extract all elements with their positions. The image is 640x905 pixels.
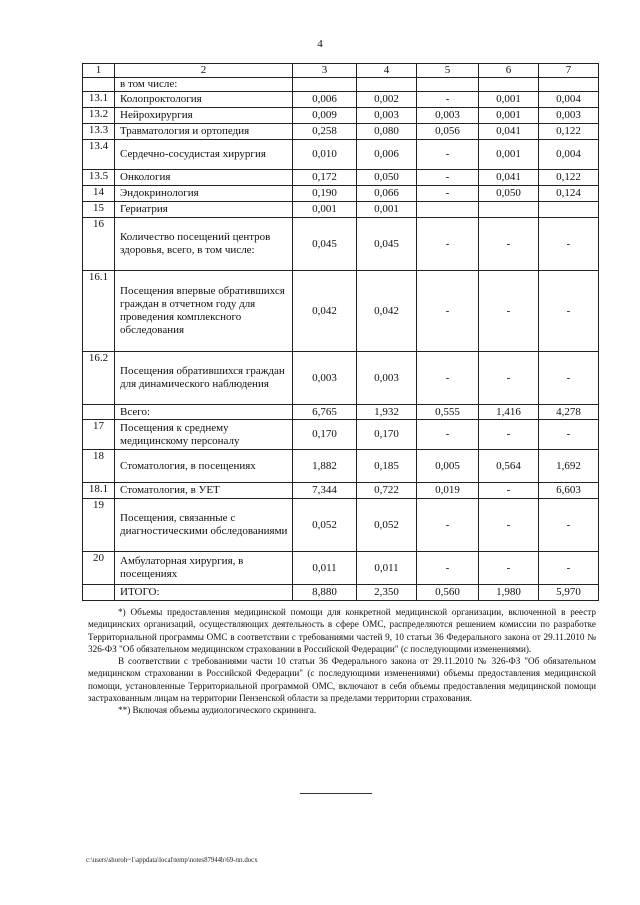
document-filepath: c:\users\shoroh~1\appdata\local\temp\notes87944b\69-пп.docx (86, 857, 258, 864)
row-label-cell: Травматология и ортопедия (115, 124, 293, 140)
value-cell (479, 78, 539, 92)
value-cell: 6,765 (293, 405, 357, 420)
value-cell: 0,122 (539, 170, 599, 186)
table-row (83, 405, 599, 420)
value-cell: - (479, 483, 539, 499)
value-cell: 0,124 (539, 186, 599, 202)
row-label-cell: Посещения впервые обратившихся граждан в отчетном году для проведения комплексного обследования (115, 271, 293, 352)
value-cell (539, 78, 599, 92)
value-cell: 0,056 (417, 124, 479, 140)
value-cell: 0,004 (539, 92, 599, 108)
value-cell: 6,603 (539, 483, 599, 499)
header-cell: 6 (479, 64, 539, 78)
page-number: 4 (317, 38, 323, 50)
value-cell: 4,278 (539, 405, 599, 420)
table-row (83, 352, 599, 405)
table-row (83, 124, 599, 140)
value-cell: - (417, 552, 479, 585)
value-cell (357, 78, 417, 92)
value-cell: 0,006 (293, 92, 357, 108)
value-cell: 0,050 (479, 186, 539, 202)
value-cell: 0,564 (479, 450, 539, 483)
value-cell: 1,882 (293, 450, 357, 483)
value-cell: - (539, 218, 599, 271)
value-cell: 5,970 (539, 585, 599, 601)
row-number-cell (83, 585, 115, 601)
value-cell (539, 202, 599, 218)
value-cell: - (539, 552, 599, 585)
row-label-cell: Количество посещений центров здоровья, всего, в том числе: (115, 218, 293, 271)
value-cell: - (417, 170, 479, 186)
value-cell: 0,003 (357, 352, 417, 405)
value-cell: - (417, 420, 479, 450)
row-number-cell: 13.2 (83, 108, 115, 124)
table-row (83, 499, 599, 552)
value-cell: 1,692 (539, 450, 599, 483)
value-cell: 0,003 (357, 108, 417, 124)
row-number-cell (83, 78, 115, 92)
row-number-cell: 16.2 (83, 352, 115, 405)
row-number-cell: 13.4 (83, 140, 115, 170)
table-row (83, 483, 599, 499)
value-cell: 0,052 (357, 499, 417, 552)
value-cell: - (479, 218, 539, 271)
row-number-cell: 18.1 (83, 483, 115, 499)
row-label-cell: Онкология (115, 170, 293, 186)
row-label-cell: Нейрохирургия (115, 108, 293, 124)
table-row (83, 450, 599, 483)
end-divider (300, 793, 372, 794)
row-number-cell: 16.1 (83, 271, 115, 352)
value-cell: 0,011 (357, 552, 417, 585)
value-cell: - (479, 352, 539, 405)
value-cell: 0,001 (479, 92, 539, 108)
value-cell: 1,416 (479, 405, 539, 420)
value-cell: 0,001 (479, 108, 539, 124)
value-cell: 0,722 (357, 483, 417, 499)
table-header-row (83, 64, 599, 78)
footnotes (88, 606, 596, 717)
value-cell: 0,122 (539, 124, 599, 140)
value-cell: 0,050 (357, 170, 417, 186)
volumes-table (82, 63, 599, 601)
value-cell: 7,344 (293, 483, 357, 499)
value-cell: 0,170 (293, 420, 357, 450)
row-number-cell: 20 (83, 552, 115, 585)
value-cell: 0,258 (293, 124, 357, 140)
footnote-3: **) Включая объемы аудиологического скрининга. (118, 705, 317, 716)
header-cell: 2 (115, 64, 293, 78)
row-number-cell: 13.3 (83, 124, 115, 140)
value-cell: 0,045 (357, 218, 417, 271)
row-number-cell: 17 (83, 420, 115, 450)
row-number-cell: 14 (83, 186, 115, 202)
value-cell: 0,555 (417, 405, 479, 420)
value-cell: 8,880 (293, 585, 357, 601)
value-cell: - (479, 499, 539, 552)
footnote-2: В соответствии с требованиями части 10 статьи 36 Федерального закона от 29.11.2010 № 326-ФЗ "Об обязательном медицинском страховании в Российской Федерации" (с последующими изменениями) объемы предоставления медицинской помощи, установленные Территориальной программой ОМС, включают в себя объемы предоставления медицинской помощи застрахованным лицам на территории Пензенской области за пределами территории страхования. (88, 656, 596, 704)
value-cell: 0,041 (479, 170, 539, 186)
row-label-cell: Всего: (115, 405, 293, 420)
value-cell: - (417, 499, 479, 552)
value-cell: 0,003 (293, 352, 357, 405)
row-number-cell (83, 405, 115, 420)
value-cell: 0,052 (293, 499, 357, 552)
value-cell: 0,019 (417, 483, 479, 499)
row-label-cell: Стоматология, в УЕТ (115, 483, 293, 499)
table-row (83, 218, 599, 271)
row-label-cell: Амбулаторная хирургия, в посещениях (115, 552, 293, 585)
row-label-cell: в том числе: (115, 78, 293, 92)
row-number-cell: 16 (83, 218, 115, 271)
header-cell: 4 (357, 64, 417, 78)
value-cell (417, 202, 479, 218)
value-cell: 0,006 (357, 140, 417, 170)
value-cell: 0,190 (293, 186, 357, 202)
value-cell: - (417, 218, 479, 271)
value-cell (417, 78, 479, 92)
table-row (83, 170, 599, 186)
value-cell: 0,003 (539, 108, 599, 124)
value-cell: - (539, 420, 599, 450)
value-cell: - (539, 271, 599, 352)
header-cell: 3 (293, 64, 357, 78)
value-cell: 0,041 (479, 124, 539, 140)
row-number-cell: 18 (83, 450, 115, 483)
value-cell: 0,080 (357, 124, 417, 140)
header-cell: 7 (539, 64, 599, 78)
value-cell: - (417, 271, 479, 352)
table-row (83, 186, 599, 202)
row-number-cell: 15 (83, 202, 115, 218)
row-label-cell: ИТОГО: (115, 585, 293, 601)
value-cell: 0,001 (357, 202, 417, 218)
table-row (83, 552, 599, 585)
row-label-cell: Колопроктология (115, 92, 293, 108)
row-label-cell: Гериатрия (115, 202, 293, 218)
value-cell: 0,003 (417, 108, 479, 124)
table-row (83, 585, 599, 601)
row-number-cell: 13.1 (83, 92, 115, 108)
value-cell: - (417, 186, 479, 202)
value-cell: 0,005 (417, 450, 479, 483)
value-cell: 0,045 (293, 218, 357, 271)
value-cell: 0,001 (293, 202, 357, 218)
value-cell: 0,011 (293, 552, 357, 585)
table-row (83, 92, 599, 108)
header-cell: 5 (417, 64, 479, 78)
table-row (83, 108, 599, 124)
row-label-cell: Стоматология, в посещениях (115, 450, 293, 483)
value-cell: 1,980 (479, 585, 539, 601)
value-cell: - (539, 499, 599, 552)
value-cell: - (479, 552, 539, 585)
row-number-cell: 13.5 (83, 170, 115, 186)
value-cell: - (417, 352, 479, 405)
value-cell: 0,002 (357, 92, 417, 108)
value-cell: 0,001 (479, 140, 539, 170)
value-cell (293, 78, 357, 92)
table-row (83, 202, 599, 218)
row-number-cell: 19 (83, 499, 115, 552)
value-cell: 0,009 (293, 108, 357, 124)
table-row (83, 420, 599, 450)
row-label-cell: Посещения обратившихся граждан для динамического наблюдения (115, 352, 293, 405)
value-cell: 0,560 (417, 585, 479, 601)
header-cell: 1 (83, 64, 115, 78)
table-row (83, 140, 599, 170)
value-cell: 0,172 (293, 170, 357, 186)
value-cell: - (479, 271, 539, 352)
value-cell: 0,042 (357, 271, 417, 352)
value-cell: 0,185 (357, 450, 417, 483)
row-label-cell: Посещения к среднему медицинскому персоналу (115, 420, 293, 450)
table-row (83, 271, 599, 352)
footnote-1: *) Объемы предоставления медицинской помощи для конкретной медицинской организации, включенной в реестр медицинских организаций, осуществляющих деятельность в сфере ОМС, распределяются решением комиссии по разработке Территориальной программы ОМС в соответствии с требованиями частей 9, 10 статьи 36 Федерального закона от 29.11.2010 № 326-ФЗ "Об обязательном медицинском страховании в Российской Федерации" (с последующими изменениями). (88, 607, 596, 654)
value-cell (479, 202, 539, 218)
value-cell: 0,004 (539, 140, 599, 170)
value-cell: 0,010 (293, 140, 357, 170)
value-cell: 1,932 (357, 405, 417, 420)
row-label-cell: Эндокринология (115, 186, 293, 202)
value-cell: 2,350 (357, 585, 417, 601)
value-cell: 0,170 (357, 420, 417, 450)
table-row (83, 78, 599, 92)
value-cell: 0,042 (293, 271, 357, 352)
row-label-cell: Посещения, связанные с диагностическими обследованиями (115, 499, 293, 552)
value-cell: - (539, 352, 599, 405)
value-cell: 0,066 (357, 186, 417, 202)
value-cell: - (479, 420, 539, 450)
row-label-cell: Сердечно-сосудистая хирургия (115, 140, 293, 170)
value-cell: - (417, 140, 479, 170)
value-cell: - (417, 92, 479, 108)
